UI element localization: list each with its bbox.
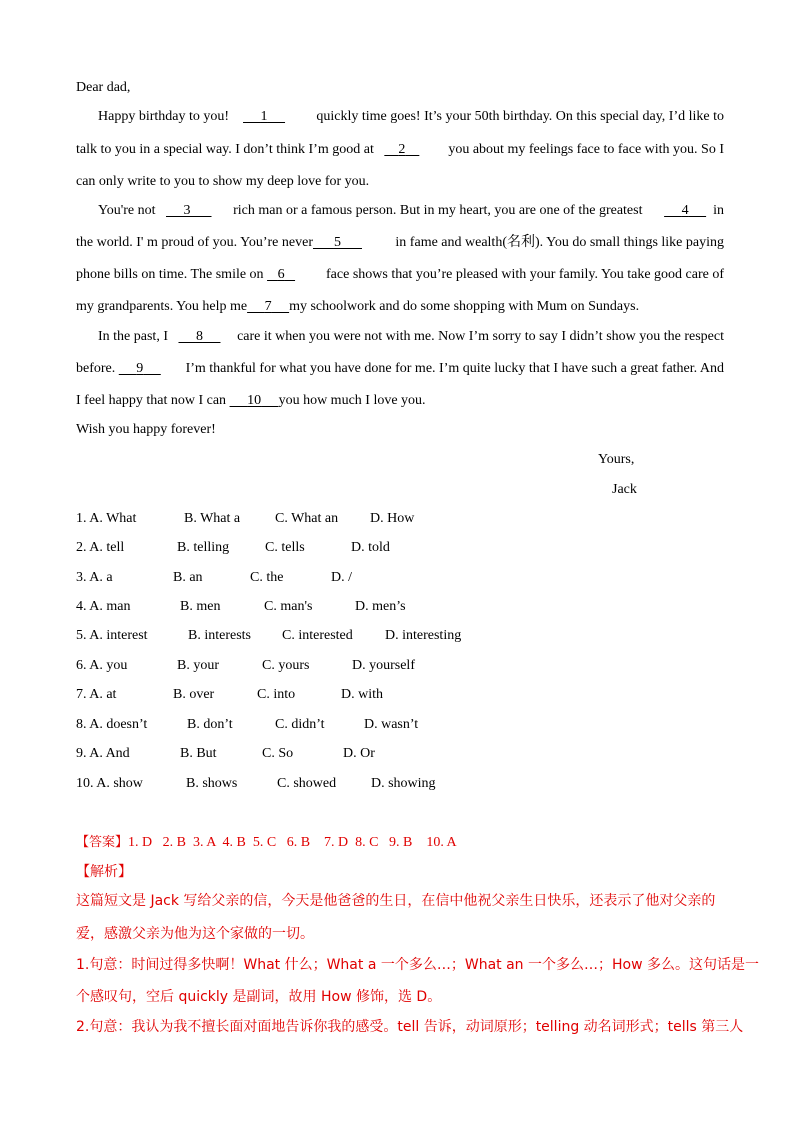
analysis-item1-line2: 个感叹句，空后 quickly 是副词，故用 How 修饰，选 D。 — [76, 989, 442, 1005]
option-c: C. into — [257, 687, 296, 702]
question-6 — [76, 656, 127, 676]
option-c: C. showed — [277, 776, 337, 791]
question-number: 4. — [76, 599, 87, 614]
letter-greeting: Dear dad, — [76, 80, 131, 95]
option-c: C. didn’t — [275, 717, 325, 732]
option-a: A. What — [89, 511, 137, 526]
option-c: C. the — [250, 570, 284, 585]
text-run: my grandparents. You help me — [76, 299, 248, 314]
option-b: B. interests — [188, 628, 251, 643]
analysis-summary-line2: 爱，感激父亲为他为这个家做的一切。 — [76, 926, 314, 942]
blank-number: 2 — [398, 142, 406, 157]
question-2 — [76, 538, 124, 558]
blank-number: 6 — [277, 267, 285, 282]
letter-p3-line3 — [76, 391, 724, 411]
option-a: A. at — [89, 687, 117, 702]
question-number: 10. — [76, 776, 94, 791]
option-b: B. shows — [186, 776, 238, 791]
question-number: 7. — [76, 687, 87, 702]
question-9 — [76, 744, 130, 764]
option-d: D. showing — [371, 776, 436, 791]
option-a: A. interest — [89, 628, 148, 643]
letter-p1-line1 — [76, 107, 724, 127]
text-run: the world. I' m proud of you. You’re never — [76, 235, 313, 250]
text-run: I’m thankful for what you have done for me. I’m quite lucky that I have such a great father. And — [185, 361, 724, 376]
option-a: A. tell — [89, 540, 125, 555]
question-number: 5. — [76, 628, 87, 643]
option-c: C. So — [262, 746, 294, 761]
text-run: you how much I love you. — [278, 393, 426, 408]
option-d: D. men’s — [355, 599, 406, 614]
option-d: D. told — [351, 540, 390, 555]
letter-p1-line3: can only write to you to show my deep love for you. — [76, 174, 370, 189]
text-run: Happy birthday to you! — [98, 109, 230, 124]
answer-label: 【答案】 — [76, 835, 129, 850]
blank-6 — [267, 267, 295, 282]
text-run: in fame and wealth(名利). You do small things like paying — [395, 235, 724, 250]
blank-4 — [664, 203, 706, 218]
option-d: D. Or — [343, 746, 375, 761]
option-d: D. wasn’t — [364, 717, 419, 732]
blank-number: 1 — [260, 109, 268, 124]
question-number: 9. — [76, 746, 87, 761]
blank-number: 7 — [264, 299, 272, 314]
option-c: C. interested — [282, 628, 353, 643]
analysis-item1-line1: 1.句意：时间过得多快啊！What 什么；What a 一个多么…；What an 一个多么…；How 多么。这句话是一 — [76, 957, 759, 973]
blank-number: 9 — [136, 361, 144, 376]
option-c: C. What an — [275, 511, 339, 526]
letter-signature: Jack — [612, 482, 637, 497]
blank-1 — [243, 109, 285, 124]
letter-p2-line2 — [76, 233, 724, 253]
text-run: phone bills on time. The smile on — [76, 267, 264, 282]
question-3 — [76, 568, 113, 588]
letter-closing: Yours, — [598, 452, 635, 467]
letter-p3-line1 — [76, 327, 724, 347]
option-d: D. How — [370, 511, 415, 526]
blank-10 — [230, 393, 279, 408]
analysis-summary-line1: 这篇短文是 Jack 写给父亲的信，今天是他爸爸的生日，在信中他祝父亲生日快乐，还表示了他对父亲的 — [76, 893, 716, 909]
question-7 — [76, 685, 116, 705]
blank-8 — [178, 329, 220, 344]
option-b: B. don’t — [187, 717, 233, 732]
option-a: A. doesn’t — [89, 717, 148, 732]
letter-wish: Wish you happy forever! — [76, 422, 216, 437]
text-run: I feel happy that now I can — [76, 393, 227, 408]
blank-number: 5 — [333, 235, 341, 250]
option-c: C. man's — [264, 599, 313, 614]
blank-number: 3 — [183, 203, 191, 218]
letter-p2-line1 — [76, 201, 724, 221]
text-run: you about my feelings face to face with you. So I — [448, 142, 724, 157]
analysis-item2-line1: 2.句意：我认为我不擅长面对面地告诉你我的感受。tell 告诉，动词原形；telling 动名词形式；tells 第三人 — [76, 1019, 744, 1035]
blank-3 — [166, 203, 212, 218]
blank-2 — [384, 142, 419, 157]
option-b: B. your — [177, 658, 219, 673]
text-run: You're not — [98, 203, 156, 218]
text-run: before. — [76, 361, 116, 376]
answer-text: 1. D 2. B 3. A 4. B 5. C 6. B 7. D 8. C 9. B 10. A — [128, 835, 457, 850]
letter-p3-line2 — [76, 359, 724, 379]
question-number: 3. — [76, 570, 87, 585]
question-number: 2. — [76, 540, 87, 555]
option-d: D. yourself — [352, 658, 415, 673]
option-b: B. men — [180, 599, 221, 614]
option-b: B. over — [173, 687, 215, 702]
question-4 — [76, 597, 130, 617]
blank-number: 10 — [247, 393, 262, 408]
option-a: A. man — [89, 599, 131, 614]
text-run: face shows that you’re pleased with your family. You take good care of — [326, 267, 724, 282]
analysis-label: 【解析】 — [76, 864, 132, 880]
blank-7 — [247, 299, 289, 314]
answer-key — [76, 833, 457, 853]
question-number: 8. — [76, 717, 87, 732]
blank-number: 8 — [195, 329, 203, 344]
question-number: 6. — [76, 658, 87, 673]
option-a: A. you — [89, 658, 128, 673]
option-a: A. show — [96, 776, 143, 791]
option-b: B. an — [173, 570, 203, 585]
question-8 — [76, 715, 147, 735]
option-a: A. And — [89, 746, 130, 761]
letter-p2-line4 — [76, 297, 724, 317]
text-run: talk to you in a special way. I don’t think I’m good at — [76, 142, 374, 157]
option-b: B. But — [180, 746, 217, 761]
question-10 — [76, 774, 143, 794]
letter-p2-line3 — [76, 265, 724, 285]
option-b: B. telling — [177, 540, 230, 555]
text-run: in — [713, 203, 724, 218]
option-d: D. / — [331, 570, 352, 585]
question-1 — [76, 509, 136, 529]
text-run: rich man or a famous person. But in my heart, you are one of the greatest — [233, 203, 643, 218]
option-c: C. tells — [265, 540, 305, 555]
option-a: A. a — [89, 570, 113, 585]
blank-5 — [313, 235, 362, 250]
text-run: quickly time goes! It’s your 50th birthday. On this special day, I’d like to — [316, 109, 724, 124]
question-5 — [76, 626, 148, 646]
text-run: my schoolwork and do some shopping with Mum on Sundays. — [289, 299, 640, 314]
option-d: D. interesting — [385, 628, 462, 643]
option-d: D. with — [341, 687, 383, 702]
blank-number: 4 — [681, 203, 689, 218]
option-b: B. What a — [184, 511, 241, 526]
option-c: C. yours — [262, 658, 310, 673]
text-run: care it when you were not with me. Now I’m sorry to say I didn’t show you the respect — [237, 329, 724, 344]
text-run: In the past, I — [98, 329, 168, 344]
letter-p1-line2 — [76, 140, 724, 160]
question-number: 1. — [76, 511, 87, 526]
blank-9 — [119, 361, 161, 376]
